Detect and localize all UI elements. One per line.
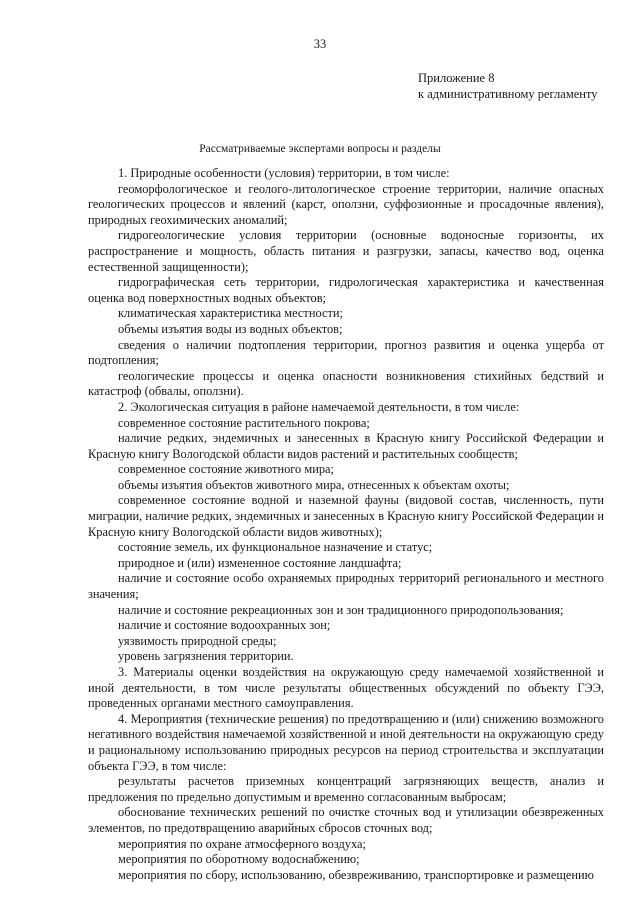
paragraph: обоснование технических решений по очистке сточных вод и утилизации обезвреженных элементов, по предотвращению аварийных сбросов сточных вод; [88,805,604,835]
paragraph: наличие и состояние водоохранных зон; [118,618,331,633]
appendix-line-1: Приложение 8 [418,71,495,85]
paragraph: современное состояние растительного покрова; [118,415,370,430]
paragraph: мероприятия по оборотному водоснабжению; [118,852,360,867]
paragraph: мероприятия по охране атмосферного воздуха; [118,836,366,851]
appendix-header [418,70,598,102]
paragraph: результаты расчетов приземных концентраций загрязняющих веществ, анализ и предложения по предельно допустимым и временно согласованным выбросам; [88,774,604,804]
paragraph: наличие и состояние рекреационных зон и зон традиционного природопользования; [118,602,564,617]
appendix-line-2: к административному регламенту [418,87,598,101]
paragraph: сведения о наличии подтопления территории, прогноз развития и оценка ущерба от подтопления; [88,337,604,368]
paragraph: объемы изъятия воды из водных объектов; [118,321,343,336]
paragraph: гидрографическая сеть территории, гидрологическая характеристика и качественная оценка вод поверхностных водных объектов; [88,275,604,305]
paragraph: 4. Мероприятия (технические решения) по предотвращению и (или) снижению возможного негативного воздействия намечаемой хозяйственной и иной деятельности на окружающую среду и рациональному использованию природных ресурсов на период строительства и эксплуатации объекта ГЭЭ, в том числе: [88,711,604,773]
paragraph: природное и (или) измененное состояние ландшафта; [118,555,402,570]
paragraph: 2. Экологическая ситуация в районе намечаемой деятельности, в том числе: [118,399,520,414]
paragraph: геологические процессы и оценка опасности возникновения стихийных бедствий и катастроф (обвалы, оползни). [88,368,604,399]
paragraph: уровень загрязнения территории. [118,649,294,664]
document-body [88,166,604,883]
page-number: 33 [313,37,327,51]
paragraph: мероприятия по сбору, использованию, обезвреживанию, транспортировке и размещению [118,867,594,882]
paragraph: гидрогеологические условия территории (основные водоносные горизонты, их распространение и мощность, область питания и разгрузки, запасы, качество вод, оценка естественной защищенности); [88,228,604,274]
document-title: Рассматриваемые экспертами вопросы и разделы [199,143,441,155]
paragraph: современное состояние водной и наземной фауны (видовой состав, численность, пути миграции, наличие редких, эндемичных и занесенных в Красную книгу Российской Федерации и Красную книгу Вологодской области видов животных); [88,493,604,539]
paragraph: уязвимость природной среды; [118,633,277,648]
paragraph: геоморфологическое и геолого-литологическое строение территории, наличие опасных геологических процессов и явлений (карст, оползни, суффозионные и просадочные явления), природных геохимических аномалий; [88,181,604,227]
paragraph: 3. Материалы оценки воздействия на окружающую среду намечаемой хозяйственной и иной деятельности, в том числе результаты общественных обсуждений по объекту ГЭЭ, проведенных органами местного самоуправления. [88,665,604,711]
paragraph: наличие редких, эндемичных и занесенных в Красную книгу Российской Федерации и Красную книгу Вологодской области видов растений и растительных сообществ; [88,431,604,461]
paragraph: 1. Природные особенности (условия) территории, в том числе: [118,166,450,180]
paragraph: объемы изъятия объектов животного мира, отнесенных к объектам охоты; [118,477,510,492]
paragraph: состояние земель, их функциональное назначение и статус; [118,540,433,555]
paragraph: современное состояние животного мира; [118,462,334,477]
paragraph: климатическая характеристика местности; [118,306,343,321]
paragraph: наличие и состояние особо охраняемых природных территорий регионального и местного значения; [88,571,604,602]
